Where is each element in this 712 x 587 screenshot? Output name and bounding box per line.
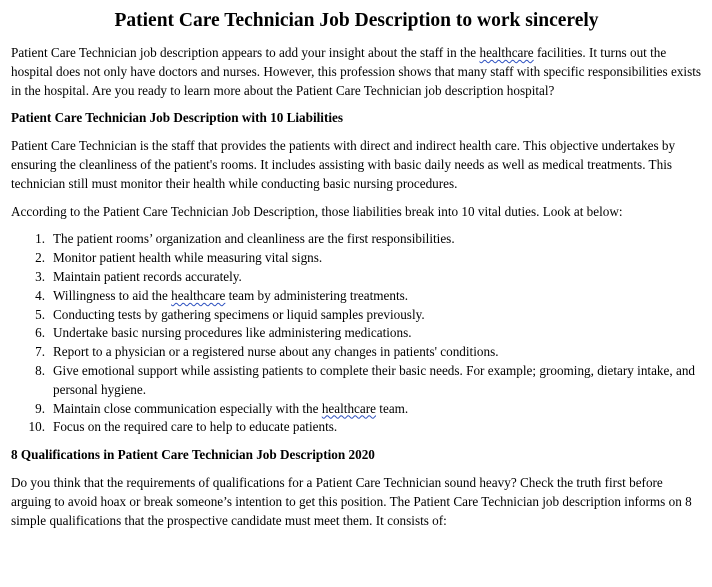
list-item-text: The patient rooms’ organization and cleanliness are the first responsibilities. (53, 231, 455, 247)
duties-list (11, 230, 702, 437)
list-item-number: 10. (28, 419, 45, 435)
list-item (11, 343, 702, 362)
spellcheck-word[interactable]: healthcare (479, 45, 534, 60)
list-item-text (53, 287, 702, 306)
list-item-text: Focus on the required care to help to educate patients. (53, 419, 338, 435)
intro-paragraph (11, 44, 702, 100)
list-item (11, 268, 702, 287)
list-item (11, 400, 702, 419)
list-item-text: Conducting tests by gathering specimens or liquid samples previously. (53, 306, 425, 322)
list-item-text (53, 400, 702, 419)
list-item-text-before: Maintain close communication especially with the (53, 400, 322, 416)
spellcheck-word[interactable]: healthcare (171, 287, 226, 303)
list-item-text: Report to a physician or a registered nurse about any changes in patients' conditions. (53, 344, 499, 360)
list-item-number: 5. (35, 306, 45, 322)
spellcheck-word[interactable]: healthcare (321, 400, 376, 416)
liabilities-paragraph: Patient Care Technician is the staff that provides the patients with direct and indirect health care. This objective undertakes by ensuring the cleanliness of the patient's rooms. It includes assisting with basic daily needs as well as medical treatments. This technician still must monitor their health while conducting basic nursing procedures. (11, 138, 676, 191)
list-item-number: 1. (35, 231, 45, 247)
list-item (11, 249, 702, 268)
list-item (11, 306, 702, 325)
list-item-text-after: team by administering treatments. (225, 287, 409, 303)
list-item-number: 8. (35, 362, 45, 378)
duties-intro-paragraph: According to the Patient Care Technician Job Description, those liabilities break into 10 vital duties. Look at below: (11, 203, 623, 219)
document-title: Patient Care Technician Job Description to work sincerely (114, 10, 599, 31)
list-item-text-after: team. (376, 400, 409, 416)
section-heading-liabilities: Patient Care Technician Job Description with 10 Liabilities (11, 110, 344, 126)
section-heading-qualifications: 8 Qualifications in Patient Care Technician Job Description 2020 (11, 447, 375, 463)
list-item-text-before: Willingness to aid the (53, 287, 172, 303)
list-item-text: Maintain patient records accurately. (53, 268, 242, 284)
list-item (11, 324, 702, 343)
list-item-number: 7. (35, 344, 45, 360)
list-item-number: 6. (35, 325, 45, 341)
list-item (11, 418, 702, 437)
list-item (11, 287, 702, 306)
list-item (11, 230, 702, 249)
list-item-number: 4. (35, 287, 45, 303)
list-item-text: Give emotional support while assisting patients to complete their basic needs. For example; grooming, dietary intake, and personal hygiene. (53, 362, 696, 397)
list-item-number: 2. (35, 250, 45, 266)
intro-text-before: Patient Care Technician job description appears to add your insight about the staff in the (11, 45, 480, 60)
intro-text-after: facilities. It turns out the hospital does not only have doctors and nurses. However, this profession shows that many staff with specific responsibilities exists in the hospital. Are you ready to learn more about the Patient Care Technician job description hospital? (11, 45, 701, 98)
qualifications-paragraph: Do you think that the requirements of qualifications for a Patient Care Technician sound heavy? Check the truth first before arguing to avoid hoax or break someone’s intention to get this position. The Patient Care Technician job description informs on 8 simple qualifications that the prospective candidate must meet them. It consists of: (11, 474, 692, 528)
list-item-number: 3. (35, 268, 45, 284)
list-item-number: 9. (35, 400, 45, 416)
list-item (11, 362, 702, 400)
list-item-text: Undertake basic nursing procedures like administering medications. (53, 325, 412, 341)
list-item-text: Monitor patient health while measuring vital signs. (53, 250, 323, 266)
